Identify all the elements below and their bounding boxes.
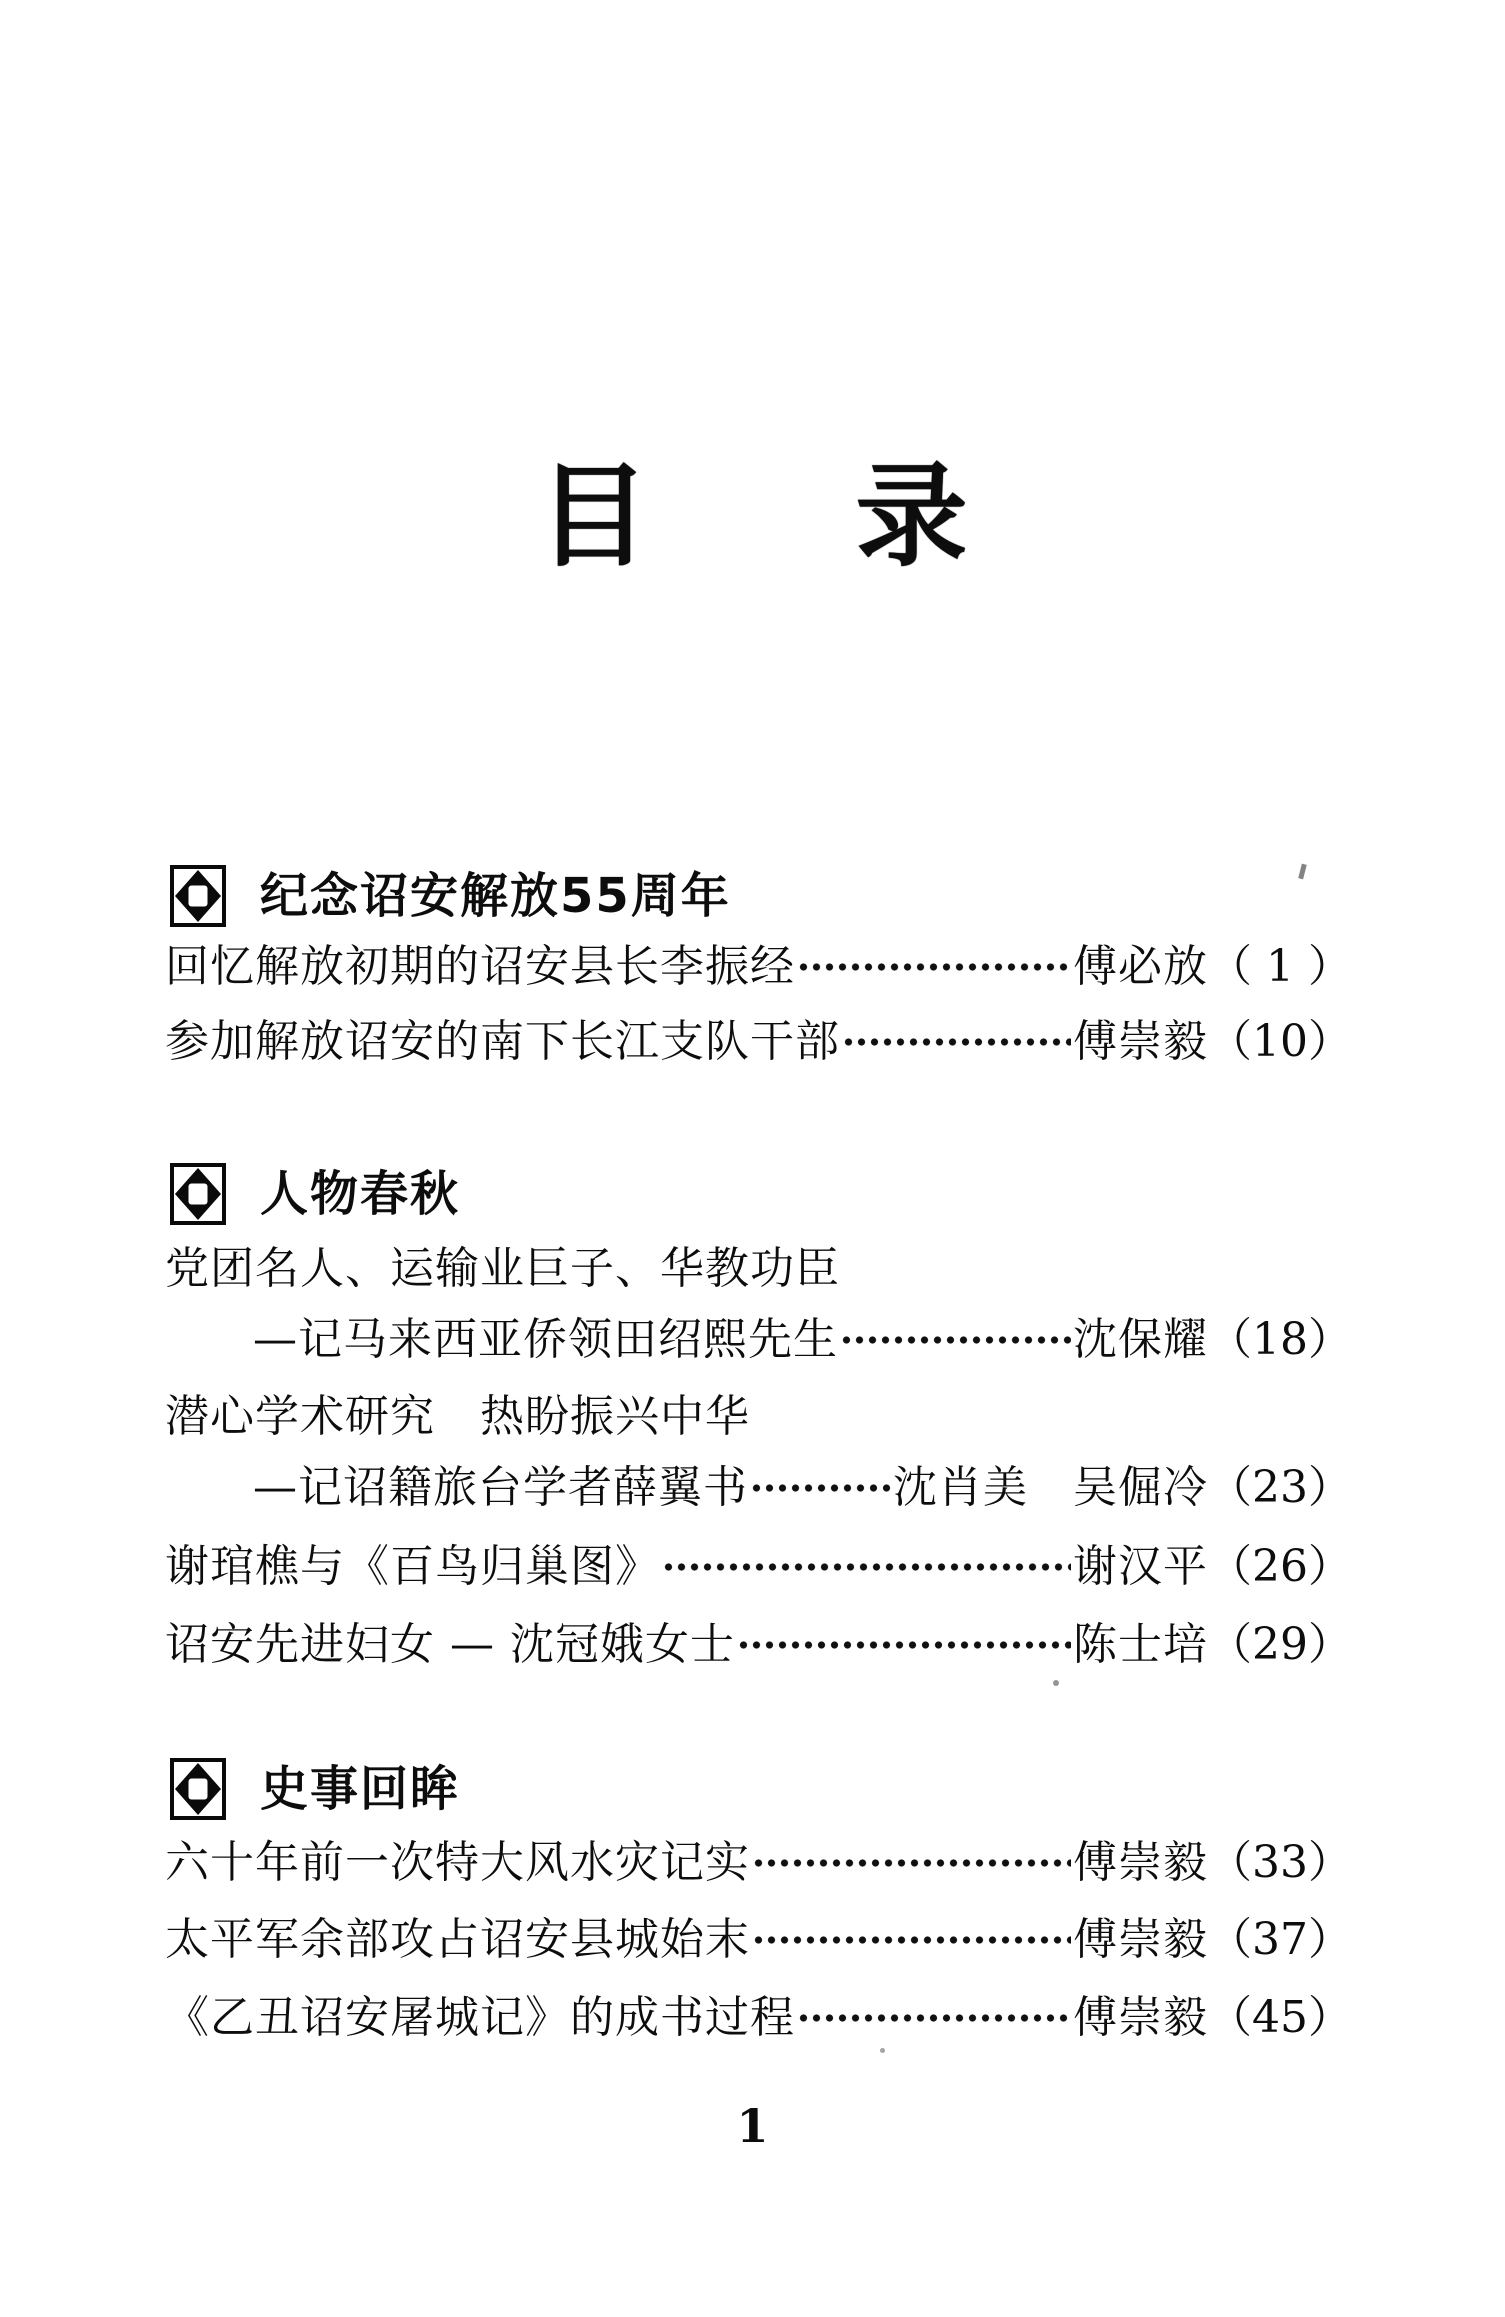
toc-entry-line2 bbox=[165, 1308, 1352, 1372]
toc-entry bbox=[165, 1831, 1352, 1895]
entry-author: 沈保耀 bbox=[1073, 1314, 1208, 1365]
entry-title: 参加解放诏安的南下长江支队干部 bbox=[165, 1016, 840, 1067]
diamond-bullet-icon bbox=[170, 1163, 226, 1225]
toc-entry bbox=[165, 1986, 1352, 2050]
diamond-bullet-icon bbox=[170, 1758, 226, 1820]
entry-author: 傅崇毅 bbox=[1073, 1914, 1208, 1965]
dot-leader bbox=[662, 1535, 1071, 1599]
entry-title: 回忆解放初期的诏安县长李振经 bbox=[165, 941, 795, 992]
dot-leader bbox=[752, 1908, 1071, 1972]
entry-author: 陈士培 bbox=[1073, 1619, 1208, 1670]
section-heading-2-label: 人物春秋 bbox=[260, 1166, 461, 1222]
toc-entry-line1 bbox=[165, 1237, 1352, 1301]
entry-page-number: （10） bbox=[1208, 1016, 1352, 1067]
dot-leader bbox=[840, 1308, 1071, 1372]
dot-leader bbox=[797, 935, 1071, 999]
entry-author: 傅崇毅 bbox=[1073, 1837, 1208, 1888]
toc-entry bbox=[165, 1535, 1352, 1599]
entry-page-number: （18） bbox=[1208, 1314, 1352, 1365]
section-heading-1-label: 纪念诏安解放55周年 bbox=[260, 868, 731, 924]
section-heading-1 bbox=[170, 864, 1352, 928]
section-heading-3-label: 史事回眸 bbox=[260, 1761, 461, 1817]
entry-title: 潜心学术研究 热盼振兴中华 bbox=[165, 1391, 750, 1442]
toc-entry bbox=[165, 1010, 1352, 1074]
toc-entry bbox=[165, 1908, 1352, 1972]
scan-speck bbox=[1053, 1680, 1059, 1686]
entry-page-number: （29） bbox=[1208, 1619, 1352, 1670]
entry-title: 太平军余部攻占诏安县城始末 bbox=[165, 1914, 750, 1965]
entry-title: 谢琯樵与《百鸟归巢图》 bbox=[165, 1541, 660, 1592]
scan-speck bbox=[880, 2048, 885, 2053]
page-title-char-right: 录 bbox=[855, 452, 968, 582]
entry-title: 《乙丑诏安屠城记》的成书过程 bbox=[165, 1992, 795, 2043]
dot-leader bbox=[737, 1613, 1071, 1677]
entry-page-number: （ 1 ） bbox=[1208, 941, 1352, 992]
toc-entry-line1 bbox=[165, 1385, 1352, 1449]
toc-entry bbox=[165, 935, 1352, 999]
entry-subtitle: —记马来西亚侨领田绍熙先生 bbox=[253, 1314, 838, 1365]
entry-subtitle: —记诏籍旅台学者薛翼书 bbox=[253, 1462, 748, 1513]
entry-title: 党团名人、运输业巨子、华教功臣 bbox=[165, 1243, 840, 1294]
entry-author: 沈肖美 吴倔冷 bbox=[893, 1462, 1208, 1513]
entry-page-number: （33） bbox=[1208, 1837, 1352, 1888]
dot-leader bbox=[750, 1456, 891, 1520]
entry-page-number: （26） bbox=[1208, 1541, 1352, 1592]
page-title-char-left: 目 bbox=[537, 452, 650, 582]
dot-leader bbox=[752, 1831, 1071, 1895]
entry-page-number: （23） bbox=[1208, 1462, 1352, 1513]
entry-author: 傅崇毅 bbox=[1073, 1992, 1208, 2043]
toc-entry-line2 bbox=[165, 1456, 1352, 1520]
entry-title: 六十年前一次特大风水灾记实 bbox=[165, 1837, 750, 1888]
dot-leader bbox=[842, 1010, 1071, 1074]
entry-page-number: （45） bbox=[1208, 1992, 1352, 2043]
entry-page-number: （37） bbox=[1208, 1914, 1352, 1965]
section-heading-2 bbox=[170, 1162, 1352, 1226]
entry-author: 谢汉平 bbox=[1073, 1541, 1208, 1592]
dot-leader bbox=[797, 1986, 1071, 2050]
page-title bbox=[0, 452, 1505, 582]
diamond-bullet-icon bbox=[170, 865, 226, 927]
entry-author: 傅必放 bbox=[1073, 941, 1209, 992]
toc-entry bbox=[165, 1613, 1352, 1677]
entry-author: 傅崇毅 bbox=[1073, 1016, 1208, 1067]
section-heading-3 bbox=[170, 1757, 1352, 1821]
folio-page-number: 1 bbox=[736, 2099, 769, 2153]
entry-title: 诏安先进妇女 — 沈冠娥女士 bbox=[165, 1619, 735, 1670]
